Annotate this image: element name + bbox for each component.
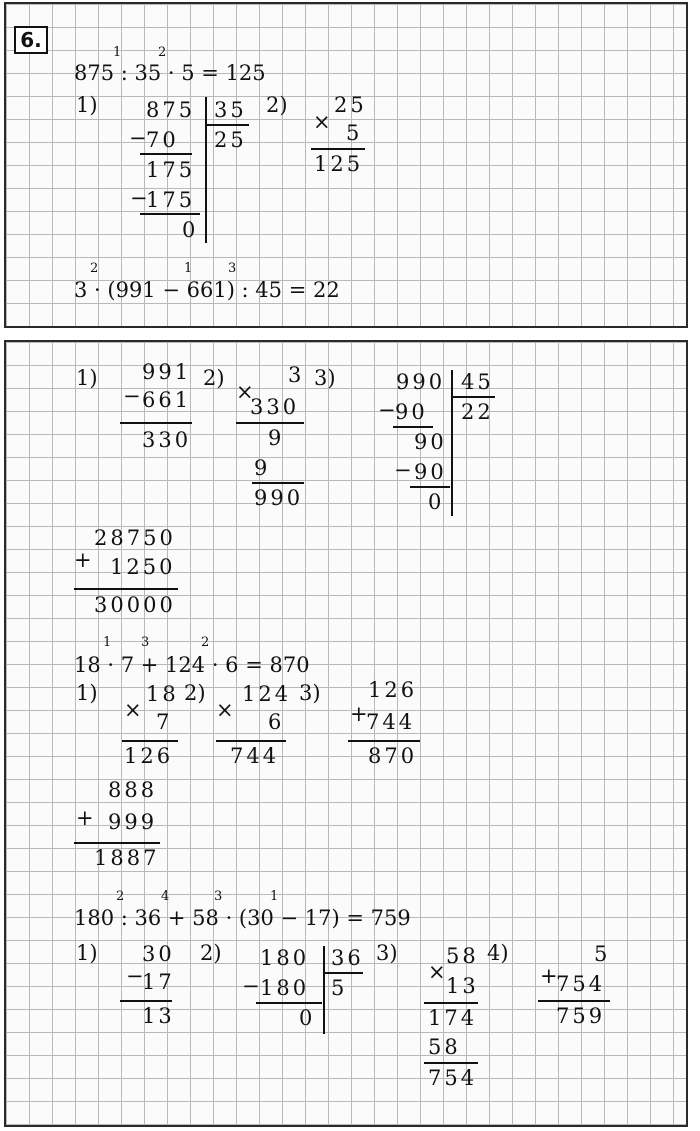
task-number-badge: 6. (14, 26, 48, 54)
rule-line (424, 1002, 478, 1004)
equation-1: 875 : 35 · 5 = 125 (74, 61, 266, 85)
order-mark: 1 (113, 45, 122, 60)
minus-sign: − (129, 126, 147, 150)
difference: 13 (142, 1004, 175, 1028)
product: 754 (428, 1066, 478, 1090)
factor: 18 (146, 682, 179, 706)
subtrahend: 661 (142, 388, 192, 412)
step-label: 3) (376, 941, 398, 965)
product: 126 (124, 744, 174, 768)
difference: 330 (142, 428, 192, 452)
addend: 5 (594, 942, 611, 966)
step-label: 2) (266, 93, 288, 117)
product: 990 (254, 486, 304, 510)
final-remainder: 0 (428, 490, 445, 514)
quotient: 5 (331, 976, 348, 1000)
division-bar (205, 97, 207, 243)
plus-sign: + (540, 964, 558, 988)
order-mark: 3 (141, 635, 150, 650)
remainder: 175 (146, 158, 196, 182)
dividend: 875 (146, 98, 196, 122)
factor: 124 (242, 682, 292, 706)
partial-product: 174 (428, 1006, 478, 1030)
factor: 58 (446, 944, 479, 968)
addend: 754 (556, 972, 606, 996)
order-mark: 2 (90, 261, 99, 276)
sum: 1887 (94, 846, 160, 870)
plus-sign: + (76, 806, 94, 830)
order-mark: 4 (161, 889, 170, 904)
addend: 28750 (94, 526, 176, 550)
divisor-line (325, 972, 363, 974)
order-mark: 1 (103, 635, 112, 650)
step-label: 1) (76, 941, 98, 965)
rule-line (122, 740, 178, 742)
factor: 13 (446, 974, 479, 998)
final-remainder: 0 (299, 1006, 316, 1030)
minuend: 30 (142, 942, 175, 966)
final-remainder: 0 (182, 218, 199, 242)
divisor-line (207, 124, 249, 126)
sum: 759 (556, 1004, 606, 1028)
step-label: 1) (76, 93, 98, 117)
step-label: 2) (203, 366, 225, 390)
step-label: 4) (487, 941, 509, 965)
partial-product: 58 (428, 1035, 461, 1059)
rule-line (424, 1062, 478, 1064)
rule-line (538, 1000, 610, 1002)
order-mark: 1 (184, 261, 193, 276)
equation-3: 18 · 7 + 124 · 6 = 870 (74, 653, 310, 677)
step-label: 2) (184, 681, 206, 705)
dividend: 990 (396, 370, 446, 394)
rule-line (252, 482, 304, 484)
rule-line (74, 588, 178, 590)
subtrahend: 17 (142, 970, 175, 994)
quotient: 22 (461, 400, 494, 424)
dividend: 180 (260, 946, 310, 970)
order-mark: 2 (116, 889, 125, 904)
factor: 25 (334, 93, 367, 117)
partial-product: 9 (254, 456, 271, 480)
minus-sign: − (394, 458, 412, 482)
times-sign: × (428, 960, 446, 984)
sum: 870 (368, 744, 418, 768)
order-mark: 2 (201, 635, 210, 650)
minus-sign: − (126, 964, 144, 988)
rule-line (311, 148, 365, 150)
rule-line (140, 213, 200, 215)
times-sign: × (216, 698, 234, 722)
division-bar (451, 370, 453, 516)
rule-line (216, 740, 286, 742)
times-sign: × (124, 698, 142, 722)
product: 744 (230, 744, 280, 768)
step-label: 1) (76, 681, 98, 705)
order-mark: 3 (214, 889, 223, 904)
addend: 744 (366, 710, 416, 734)
remainder: 90 (414, 430, 447, 454)
rule-line (410, 486, 450, 488)
subtrahend: 90 (414, 460, 447, 484)
step-label: 3) (314, 366, 336, 390)
rule-line (393, 426, 433, 428)
step-label: 2) (200, 941, 222, 965)
addend: 888 (108, 778, 158, 802)
addend: 1250 (110, 555, 176, 579)
divisor: 36 (331, 946, 364, 970)
minus-sign: − (378, 398, 396, 422)
rule-line (120, 422, 192, 424)
order-mark: 3 (228, 261, 237, 276)
equation-4: 180 : 36 + 58 · (30 − 17) = 759 (74, 906, 411, 930)
divisor-line (453, 396, 495, 398)
rule-line (236, 422, 304, 424)
times-sign: × (236, 380, 254, 404)
order-mark: 1 (270, 889, 279, 904)
quotient: 25 (214, 128, 247, 152)
partial-product: 9 (268, 426, 285, 450)
minus-sign: − (242, 974, 260, 998)
plus-sign: + (350, 702, 368, 726)
addend: 999 (108, 810, 158, 834)
plus-sign: + (74, 548, 92, 572)
minuend: 991 (142, 360, 192, 384)
rule-line (120, 1000, 172, 1002)
factor: 7 (156, 710, 173, 734)
divisor: 45 (461, 370, 494, 394)
factor: 3 (288, 363, 305, 387)
minus-sign: − (130, 186, 148, 210)
subtrahend: 180 (260, 976, 310, 1000)
division-bar (323, 946, 325, 1034)
minus-sign: − (123, 384, 141, 408)
subtrahend: 90 (395, 400, 428, 424)
subtrahend: 70 (146, 128, 179, 152)
rule-line (256, 1002, 322, 1004)
order-mark: 2 (158, 45, 167, 60)
step-label: 3) (299, 681, 321, 705)
factor: 6 (268, 710, 285, 734)
times-sign: × (313, 110, 331, 134)
divisor: 35 (214, 98, 247, 122)
rule-line (140, 153, 192, 155)
rule-line (348, 740, 420, 742)
subtrahend: 175 (146, 188, 196, 212)
rule-line (74, 842, 160, 844)
equation-2: 3 · (991 − 661) : 45 = 22 (74, 278, 340, 302)
factor: 330 (250, 395, 300, 419)
addend: 126 (368, 678, 418, 702)
step-label: 1) (76, 366, 98, 390)
sum: 30000 (94, 593, 176, 617)
factor: 5 (346, 121, 363, 145)
product: 125 (314, 152, 364, 176)
